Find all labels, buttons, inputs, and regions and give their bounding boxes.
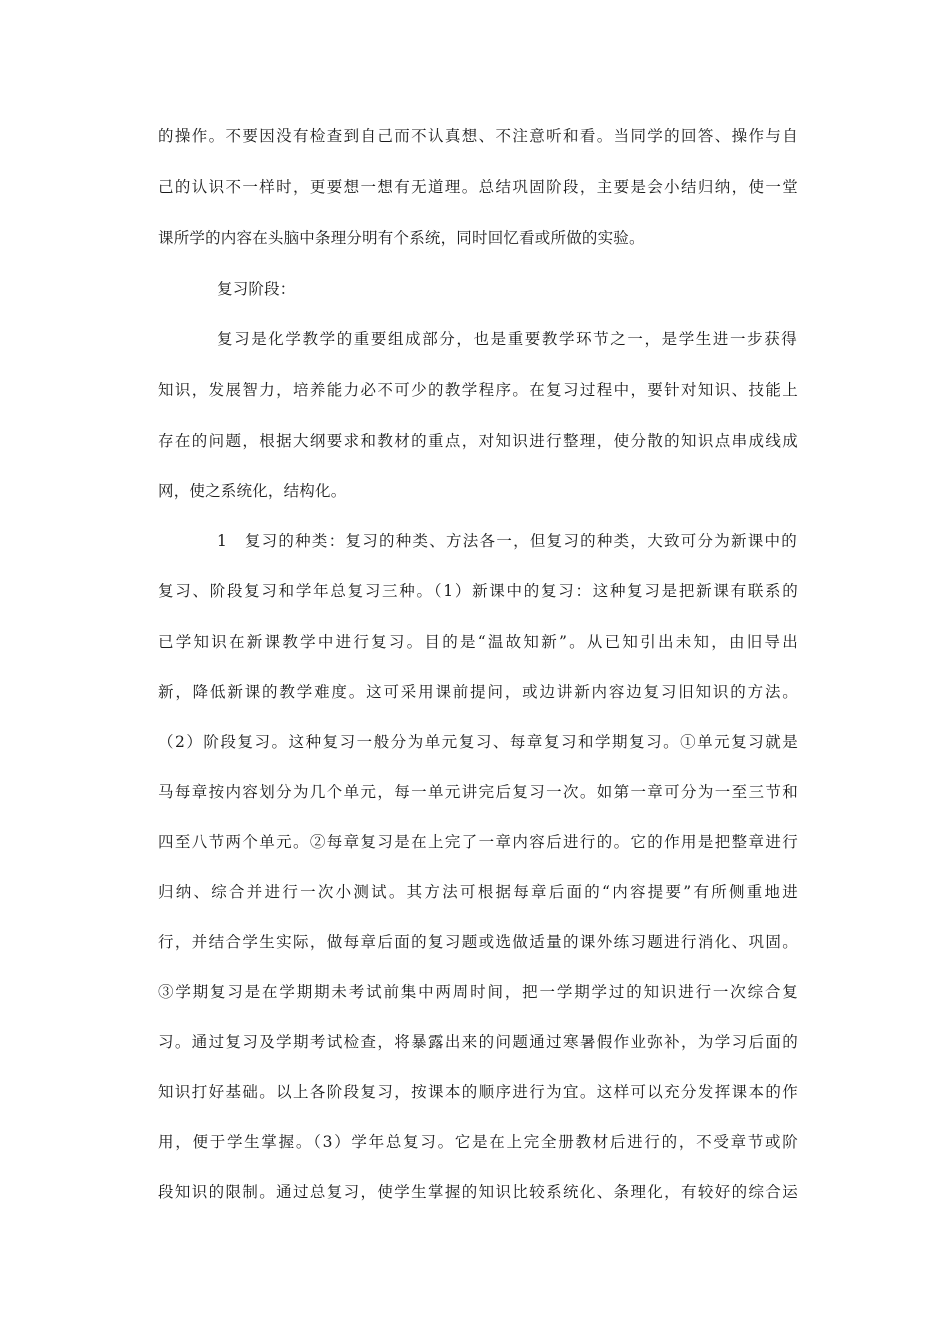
text-line: 复习、阶段复习和学年总复习三种。（1）新课中的复习：这种复习是把新课有联系的 [158,582,798,600]
text-line: 马每章按内容划分为几个单元，每一单元讲完后复习一次。如第一章可分为一至三节和 [158,783,798,801]
text-line: 四至八节两个单元。②每章复习是在上完了一章内容后进行的。它的作用是把整章进行 [158,833,798,851]
text-line: 用，便于学生掌握。（3）学年总复习。它是在上完全册教材后进行的，不受章节或阶 [158,1133,798,1151]
text-line: 1 复习的种类：复习的种类、方法各一，但复习的种类，大致可分为新课中的 [217,532,797,550]
text-line: 新，降低新课的教学难度。这可采用课前提问，或边讲新内容边复习旧知识的方法。 [158,683,798,701]
text-line: 行，并结合学生实际，做每章后面的复习题或选做适量的课外练习题进行消化、巩固。 [158,933,798,951]
text-line: 网，使之系统化，结构化。 [158,482,347,500]
text-line: （2）阶段复习。这种复习一般分为单元复习、每章复习和学期复习。①单元复习就是 [158,733,798,751]
text-line: 课所学的内容在头脑中条理分明有个系统，同时回忆看或所做的实验。 [158,229,645,247]
text-line: 习。通过复习及学期考试检查，将暴露出来的问题通过寒暑假作业弥补，为学习后面的 [158,1033,798,1051]
text-line: 归纳、综合并进行一次小测试。其方法可根据每章后面的“内容提要”有所侧重地进 [158,883,798,901]
text-line: 已学知识在新课教学中进行复习。目的是“温故知新”。从已知引出未知，由旧导出 [158,633,798,651]
text-line: 的操作。不要因没有检查到自己而不认真想、不注意听和看。当同学的回答、操作与自 [158,127,798,145]
text-line: 知识打好基础。以上各阶段复习，按课本的顺序进行为宜。这样可以充分发挥课本的作 [158,1083,798,1101]
text-line: 复习是化学教学的重要组成部分，也是重要教学环节之一，是学生进一步获得 [217,330,797,348]
text-line: 存在的问题，根据大纲要求和教材的重点，对知识进行整理，使分散的知识点串成线成 [158,432,798,450]
text-line: 己的认识不一样时，更要想一想有无道理。总结巩固阶段，主要是会小结归纳，使一堂 [158,178,798,196]
text-line: 知识，发展智力，培养能力必不可少的教学程序。在复习过程中，要针对知识、技能上 [158,381,798,399]
section-heading: 复习阶段： [217,280,296,298]
text-line: 段知识的限制。通过总复习，使学生掌握的知识比较系统化、条理化，有较好的综合运 [158,1183,798,1201]
text-line: ③学期复习是在学期期未考试前集中两周时间，把一学期学过的知识进行一次综合复 [158,983,798,1001]
